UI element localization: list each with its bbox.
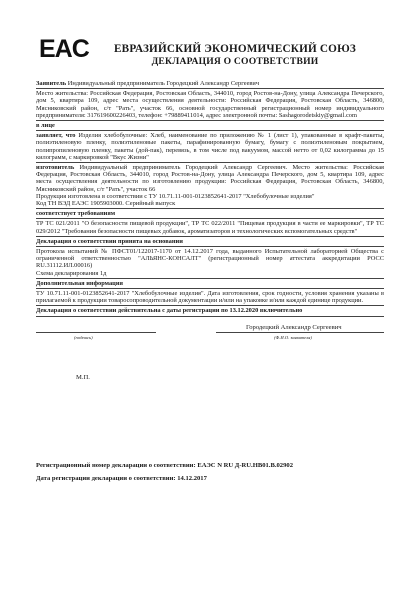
- tn-ved-code: Код ТН ВЭД ЕАЭС 1905903000. Серийный выпуск: [36, 200, 176, 208]
- declares-section: [36, 132, 384, 161]
- divider: [36, 288, 384, 289]
- registration-number: Регистрационный номер декларации о соответствии: ЕАЭС N RU Д-RU.НВ01.В.02902: [36, 462, 293, 469]
- registration-date: Дата регистрации декларации о соответствии: 14.12.2017: [36, 475, 207, 482]
- divider: [36, 218, 384, 219]
- production-basis: Продукция изготовлена в соответствии с ТУ 10.71.11-001-0123852641-2017 "Хлебобулочные изделия": [36, 192, 315, 200]
- declaration-scheme: Схема декларирования 1д: [36, 269, 107, 277]
- basis-text: Протокола испытаний № ПФСТ01/122017-1170 от 14.12.2017 года, выданного Испытательной лабораторией Общества с ограниченной ответственностью "АЛЬЯНС-КОНСАЛТ" (регистрационный номер аттестата аккредитации РОСС RU.31112.ИЛ.00016): [36, 248, 384, 270]
- name-caption: (Ф.И.О. заявителя): [274, 334, 312, 340]
- divider: [36, 305, 384, 306]
- applicant-address: Место жительства: Российская Федерация, Ростовская Область, 344010, город Ростов-на-Дону, улица Александра Печерского, дом 5, квартира 109, адрес места осуществления деятельности: Российская Федерация, Ростовская Область, 346800, Мясниковский район, с/т "Рать", участок 66, основной государственный регистрационный номер индивидуального предпринимателя: 317619600226403, телефон: +79889411014, адрес электронной почты: Sashagorodetskiy@gmail.com: [36, 90, 384, 119]
- validity-statement: Декларация о соответствии действительна с даты регистрации по 13.12.2020 включительно: [36, 307, 303, 315]
- applicant-person: в лице: [36, 122, 55, 130]
- divider: [36, 208, 384, 209]
- divider: [36, 278, 384, 279]
- manufacturer-section: [36, 164, 384, 193]
- applicant-name: Индивидуальный предприниматель Городецкий Александр Сергеевич: [66, 80, 260, 87]
- divider: [36, 316, 384, 317]
- additional-label: Дополнительная информация: [36, 279, 123, 287]
- declaration-title: ДЕКЛАРАЦИЯ О СООТВЕТСТВИИ: [151, 56, 319, 67]
- document-header: [36, 0, 384, 80]
- applicant-label: Заявитель: [36, 80, 67, 87]
- divider: [36, 130, 384, 131]
- signer-name: Городецкий Александр Сергеевич: [246, 323, 342, 331]
- union-title: ЕВРАЗИЙСКИЙ ЭКОНОМИЧЕСКИЙ СОЮЗ: [114, 43, 356, 55]
- divider: [36, 236, 384, 237]
- divider: [36, 162, 384, 163]
- eac-logo: EAC: [39, 35, 89, 63]
- requirements-label: соответствует требованиям: [36, 210, 116, 218]
- signature-block: [36, 323, 384, 381]
- name-line: [216, 332, 384, 333]
- title-block: [86, 42, 384, 68]
- requirements-text: ТР ТС 021/2011 "О безопасности пищевой продукции", ТР ТС 022/2011 "Пищевая продукция в части ее маркировки", ТР ТС 029/2012 "Требования безопасности пищевых добавок, ароматизаторов и технологических вспомогательных средств": [36, 220, 384, 235]
- stamp-place: М.П.: [76, 373, 90, 381]
- divider: [36, 246, 384, 247]
- basis-label: Декларация о соответствии принята на основании: [36, 237, 183, 245]
- manufacturer-label: изготовитель: [36, 164, 75, 172]
- signature-caption: (подпись): [74, 334, 93, 340]
- manufacturer-text: Индивидуальный предприниматель Городецкий Александр Сергеевич. Место жительства: Российская Федерация, Ростовская Область, 344010, город Ростов-на-Дону, улица Александра Печерского, дом 5, квартира 109, адрес места осуществления деятельности по изготовлению продукции: Российская Федерация, Ростовская Область, 346800, Мясниковский район, с/т "Рать", участок 66: [36, 164, 384, 193]
- declares-text: Изделия хлебобулочные: Хлеб, наименование по приложению № 1 (лист 1), упакованные в крафт-пакеты, полиэтиленовую пленку, полиэтиленовые пакеты, парафинированную бумагу, бумагу с полиэтиленовым покрытием, полипропиленовую пленку, пакеты (дой-пак), перевязь, в том числе под вакуумом, массой нетто от 0,02 килограмма до 15 килограмм, с маркировкой "Вкус Жизни": [36, 132, 384, 161]
- declares-label: заявляет, что: [36, 132, 76, 140]
- divider: [36, 120, 384, 121]
- signature-line: [36, 332, 156, 333]
- divider: [36, 88, 384, 89]
- additional-text: ТУ 10.71.11-001-0123852641-2017 "Хлебобулочные изделия". Дата изготовления, срок годности, условия хранения указаны в прилагаемой к продукции товаросопроводительной документации и/или на упаковке и/или каждой единице продукции.: [36, 290, 384, 305]
- applicant-section: [36, 80, 384, 87]
